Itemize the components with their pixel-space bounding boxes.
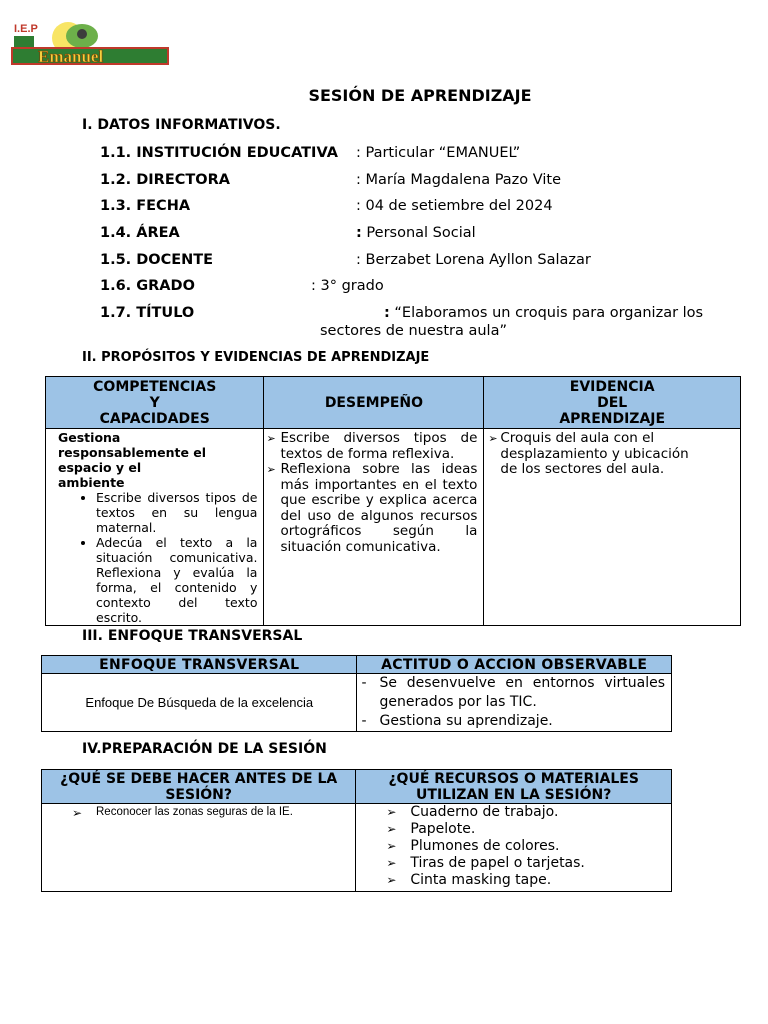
arrow-bullet-icon: ➢ bbox=[386, 856, 397, 870]
antes-item: ➢ Reconocer las zonas seguras de la IE. bbox=[72, 806, 293, 820]
recurso-item: ➢ Cinta masking tape. bbox=[386, 872, 552, 888]
header-evidencia-line3: APRENDIZAJE bbox=[559, 410, 666, 427]
evidencia-cell bbox=[484, 429, 741, 626]
row-label-directora: 1.2. DIRECTORA bbox=[100, 172, 230, 188]
header-evidencia-line1: EVIDENCIA bbox=[569, 378, 655, 395]
accion-item: - Gestiona su aprendizaje. bbox=[361, 713, 553, 729]
recurso-item: ➢ Papelote. bbox=[386, 821, 476, 837]
row-label-fecha: 1.3. FECHA bbox=[100, 198, 191, 214]
row-label-docente: 1.5. DOCENTE bbox=[100, 252, 214, 268]
propositos-table bbox=[45, 376, 741, 626]
arrow-bullet-icon: ➢ bbox=[72, 806, 83, 820]
section-1-heading: I. DATOS INFORMATIVOS. bbox=[82, 117, 281, 133]
row-value-area bbox=[356, 225, 476, 241]
school-logo bbox=[10, 20, 170, 68]
section-2-heading: II. PROPÓSITOS Y EVIDENCIAS DE APRENDIZAJE bbox=[82, 350, 430, 365]
header-competencias bbox=[46, 377, 264, 429]
dash-bullet: - bbox=[361, 713, 367, 729]
evidencia-item: ➢ Croquis del aula con el desplazamiento y ubicación de los sectores del aula. bbox=[488, 430, 689, 477]
logo-top-text: I.E.P bbox=[14, 23, 38, 35]
arrow-bullet-icon: ➢ bbox=[266, 432, 276, 445]
competencias-cell bbox=[46, 429, 264, 626]
arrow-bullet-icon: ➢ bbox=[266, 463, 276, 476]
row-text-titulo: “Elaboramos un croquis para organizar los bbox=[389, 305, 704, 321]
logo-name: Emanuel bbox=[38, 47, 104, 66]
row-label-titulo: 1.7. TÍTULO bbox=[100, 305, 195, 321]
row-label-area: 1.4. ÁREA bbox=[100, 225, 180, 241]
header-competencias-line2: Y bbox=[149, 394, 160, 411]
antes-cell bbox=[42, 804, 356, 892]
section-4-heading: IV.PREPARACIÓN DE LA SESIÓN bbox=[82, 741, 327, 757]
row-label-grado: 1.6. GRADO bbox=[100, 278, 195, 294]
row-text-area: Personal Social bbox=[361, 225, 476, 241]
header-enfoque: ENFOQUE TRANSVERSAL bbox=[42, 656, 357, 674]
header-competencias-line3: CAPACIDADES bbox=[99, 410, 210, 427]
desempeno-item: ➢ Reflexiona sobre las ideas más importantes en el texto que escribe y explica acerca del uso de algunos recursos ortográficos según la situación comunicativa. bbox=[266, 461, 478, 555]
row-sep-titulo: : bbox=[384, 305, 390, 321]
arrow-bullet-icon: ➢ bbox=[386, 839, 397, 853]
header-recursos: ¿QUÉ RECURSOS O MATERIALES UTILIZAN EN LA SESIÓN? bbox=[356, 770, 672, 804]
header-evidencia-line2: DEL bbox=[597, 394, 628, 411]
row-value-institucion: : Particular “EMANUEL” bbox=[356, 145, 521, 161]
row-value-docente: : Berzabet Lorena Ayllon Salazar bbox=[356, 252, 591, 268]
row-value-grado: : 3° grado bbox=[311, 278, 384, 294]
acciones-cell bbox=[357, 674, 672, 732]
page-title: SESIÓN DE APRENDIZAJE bbox=[308, 86, 532, 105]
preparacion-table bbox=[41, 769, 672, 892]
enfoque-cell: Enfoque De Búsqueda de la excelencia bbox=[42, 674, 357, 732]
row-value-directora: : María Magdalena Pazo Vite bbox=[356, 172, 562, 188]
header-actitud: ACTITUD O ACCION OBSERVABLE bbox=[357, 656, 672, 674]
recursos-cell bbox=[356, 804, 672, 892]
capacidad-item: • Escribe diversos tipos de textos en su lengua maternal. bbox=[96, 490, 257, 535]
section-3-heading: III. ENFOQUE TRANSVERSAL bbox=[82, 628, 303, 644]
header-desempeno: DESEMPEÑO bbox=[264, 377, 484, 429]
arrow-bullet-icon: ➢ bbox=[386, 822, 397, 836]
desempeno-item: ➢ Escribe diversos tipos de textos de forma reflexiva. bbox=[266, 430, 478, 462]
recurso-item: ➢ Plumones de colores. bbox=[386, 838, 560, 854]
header-competencias-line1: COMPETENCIAS bbox=[93, 378, 217, 395]
row-value-fecha: : 04 de setiembre del 2024 bbox=[356, 198, 553, 214]
capacidades-list bbox=[58, 490, 257, 625]
row-sep-area: : bbox=[356, 225, 362, 241]
arrow-bullet-icon: ➢ bbox=[488, 432, 498, 445]
capacidad-item: • Adecúa el texto a la situación comunicativa. Reflexiona y evalúa la forma, el contenido y contexto del texto escrito. bbox=[96, 535, 257, 625]
competencia-title: Gestiona responsablemente el espacio y el ambiente bbox=[58, 430, 207, 490]
header-antes: ¿QUÉ SE DEBE HACER ANTES DE LA SESIÓN? bbox=[42, 770, 356, 804]
row-value-titulo-line2: sectores de nuestra aula” bbox=[320, 323, 507, 339]
dash-bullet: - bbox=[361, 675, 367, 691]
row-label-institucion: 1.1. INSTITUCIÓN EDUCATIVA bbox=[100, 145, 338, 161]
accion-item: - Se desenvuelve en entornos virtuales generados por las TIC. bbox=[361, 675, 665, 710]
desempeno-cell bbox=[264, 429, 484, 626]
recurso-item: ➢ Cuaderno de trabajo. bbox=[386, 804, 559, 820]
row-value-titulo bbox=[384, 305, 703, 321]
arrow-bullet-icon: ➢ bbox=[386, 805, 397, 819]
arrow-bullet-icon: ➢ bbox=[386, 873, 397, 887]
header-evidencia bbox=[484, 377, 741, 429]
recurso-item: ➢ Tiras de papel o tarjetas. bbox=[386, 855, 585, 871]
enfoque-table bbox=[41, 655, 672, 732]
